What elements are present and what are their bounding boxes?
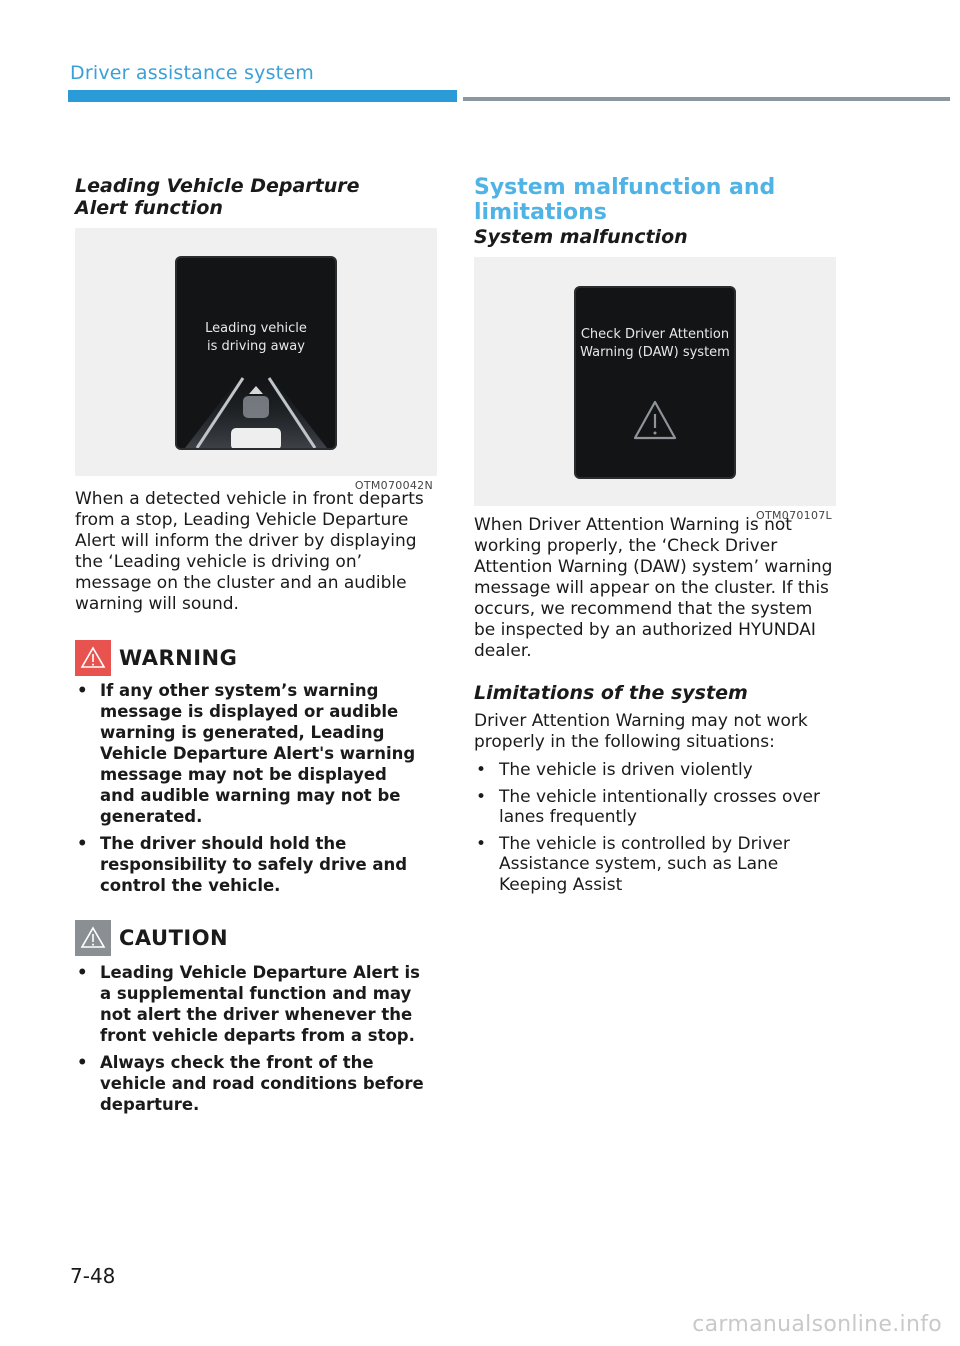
paragraph-leading-vehicle: When a detected vehicle in front departs from a stop, Leading Vehicle Departure Alert will inform the driver by displaying the ‘Leading vehicle is driving on’ message on the cluster and an audible warning will sound. — [75, 489, 424, 614]
paragraph-limitations-intro: Driver Attention Warning may not work properly in the following situations: — [474, 711, 808, 752]
limitations-list — [474, 760, 836, 901]
list-item: • If any other system’s warning message is displayed or audible warning is generated, Leading Vehicle Departure Alert's warning message may not be displayed and audible warning may not be generated. — [75, 680, 425, 827]
list-item: • The vehicle is driven violently — [474, 760, 836, 781]
list-item: • The driver should hold the responsibility to safely drive and control the vehicle. — [75, 833, 425, 896]
road-graphic-icon — [177, 258, 335, 448]
list-item: • The vehicle intentionally crosses over lanes frequently — [474, 787, 836, 828]
warning-triangle-icon — [576, 288, 734, 477]
section-heading-malfunction: System malfunction and limitations — [474, 175, 776, 225]
cluster-message: Check Driver Attention Warning (DAW) system — [580, 327, 730, 360]
page-header-title: Driver assistance system — [70, 62, 314, 84]
warning-badge — [75, 640, 111, 676]
list-item: • The vehicle is controlled by Driver Assistance system, such as Lane Keeping Assist — [474, 834, 836, 896]
figure-leading-vehicle — [75, 228, 437, 492]
page-number: 7-48 — [70, 1264, 116, 1288]
caution-badge — [75, 920, 111, 956]
cluster-screen — [175, 256, 337, 450]
cluster-screen — [574, 286, 736, 479]
figure-code: OTM070042N — [354, 479, 433, 492]
header-bar-gray — [463, 97, 950, 101]
warning-label: WARNING — [119, 646, 238, 670]
cluster-message: Leading vehicle is driving away — [205, 321, 307, 354]
warning-header — [75, 640, 237, 676]
caution-list — [75, 962, 425, 1121]
sub-heading-malfunction: System malfunction — [474, 226, 688, 248]
section-heading-leading-vehicle: Leading Vehicle Departure Alert function — [75, 175, 360, 219]
warning-triangle-icon — [75, 640, 111, 676]
header-bar-blue — [68, 90, 457, 102]
warning-list — [75, 680, 425, 902]
sub-heading-limitations: Limitations of the system — [474, 682, 748, 704]
figure-daw-check — [474, 257, 836, 522]
list-item: • Leading Vehicle Departure Alert is a supplemental function and may not alert the driver whenever the front vehicle departs from a stop. — [75, 962, 425, 1046]
caution-label: CAUTION — [119, 926, 229, 950]
caution-header — [75, 920, 228, 956]
caution-triangle-icon — [75, 920, 111, 956]
figure-code: OTM070107L — [756, 509, 832, 522]
watermark: carmanualsonline.info — [692, 1312, 942, 1337]
list-item: • Always check the front of the vehicle and road conditions before departure. — [75, 1052, 425, 1115]
paragraph-malfunction: When Driver Attention Warning is not working properly, the ‘Check Driver Attention Warning (DAW) system’ warning message will appear on the cluster. If this occurs, we recommend that the system be inspected by an authorized HYUNDAI dealer. — [474, 515, 833, 661]
